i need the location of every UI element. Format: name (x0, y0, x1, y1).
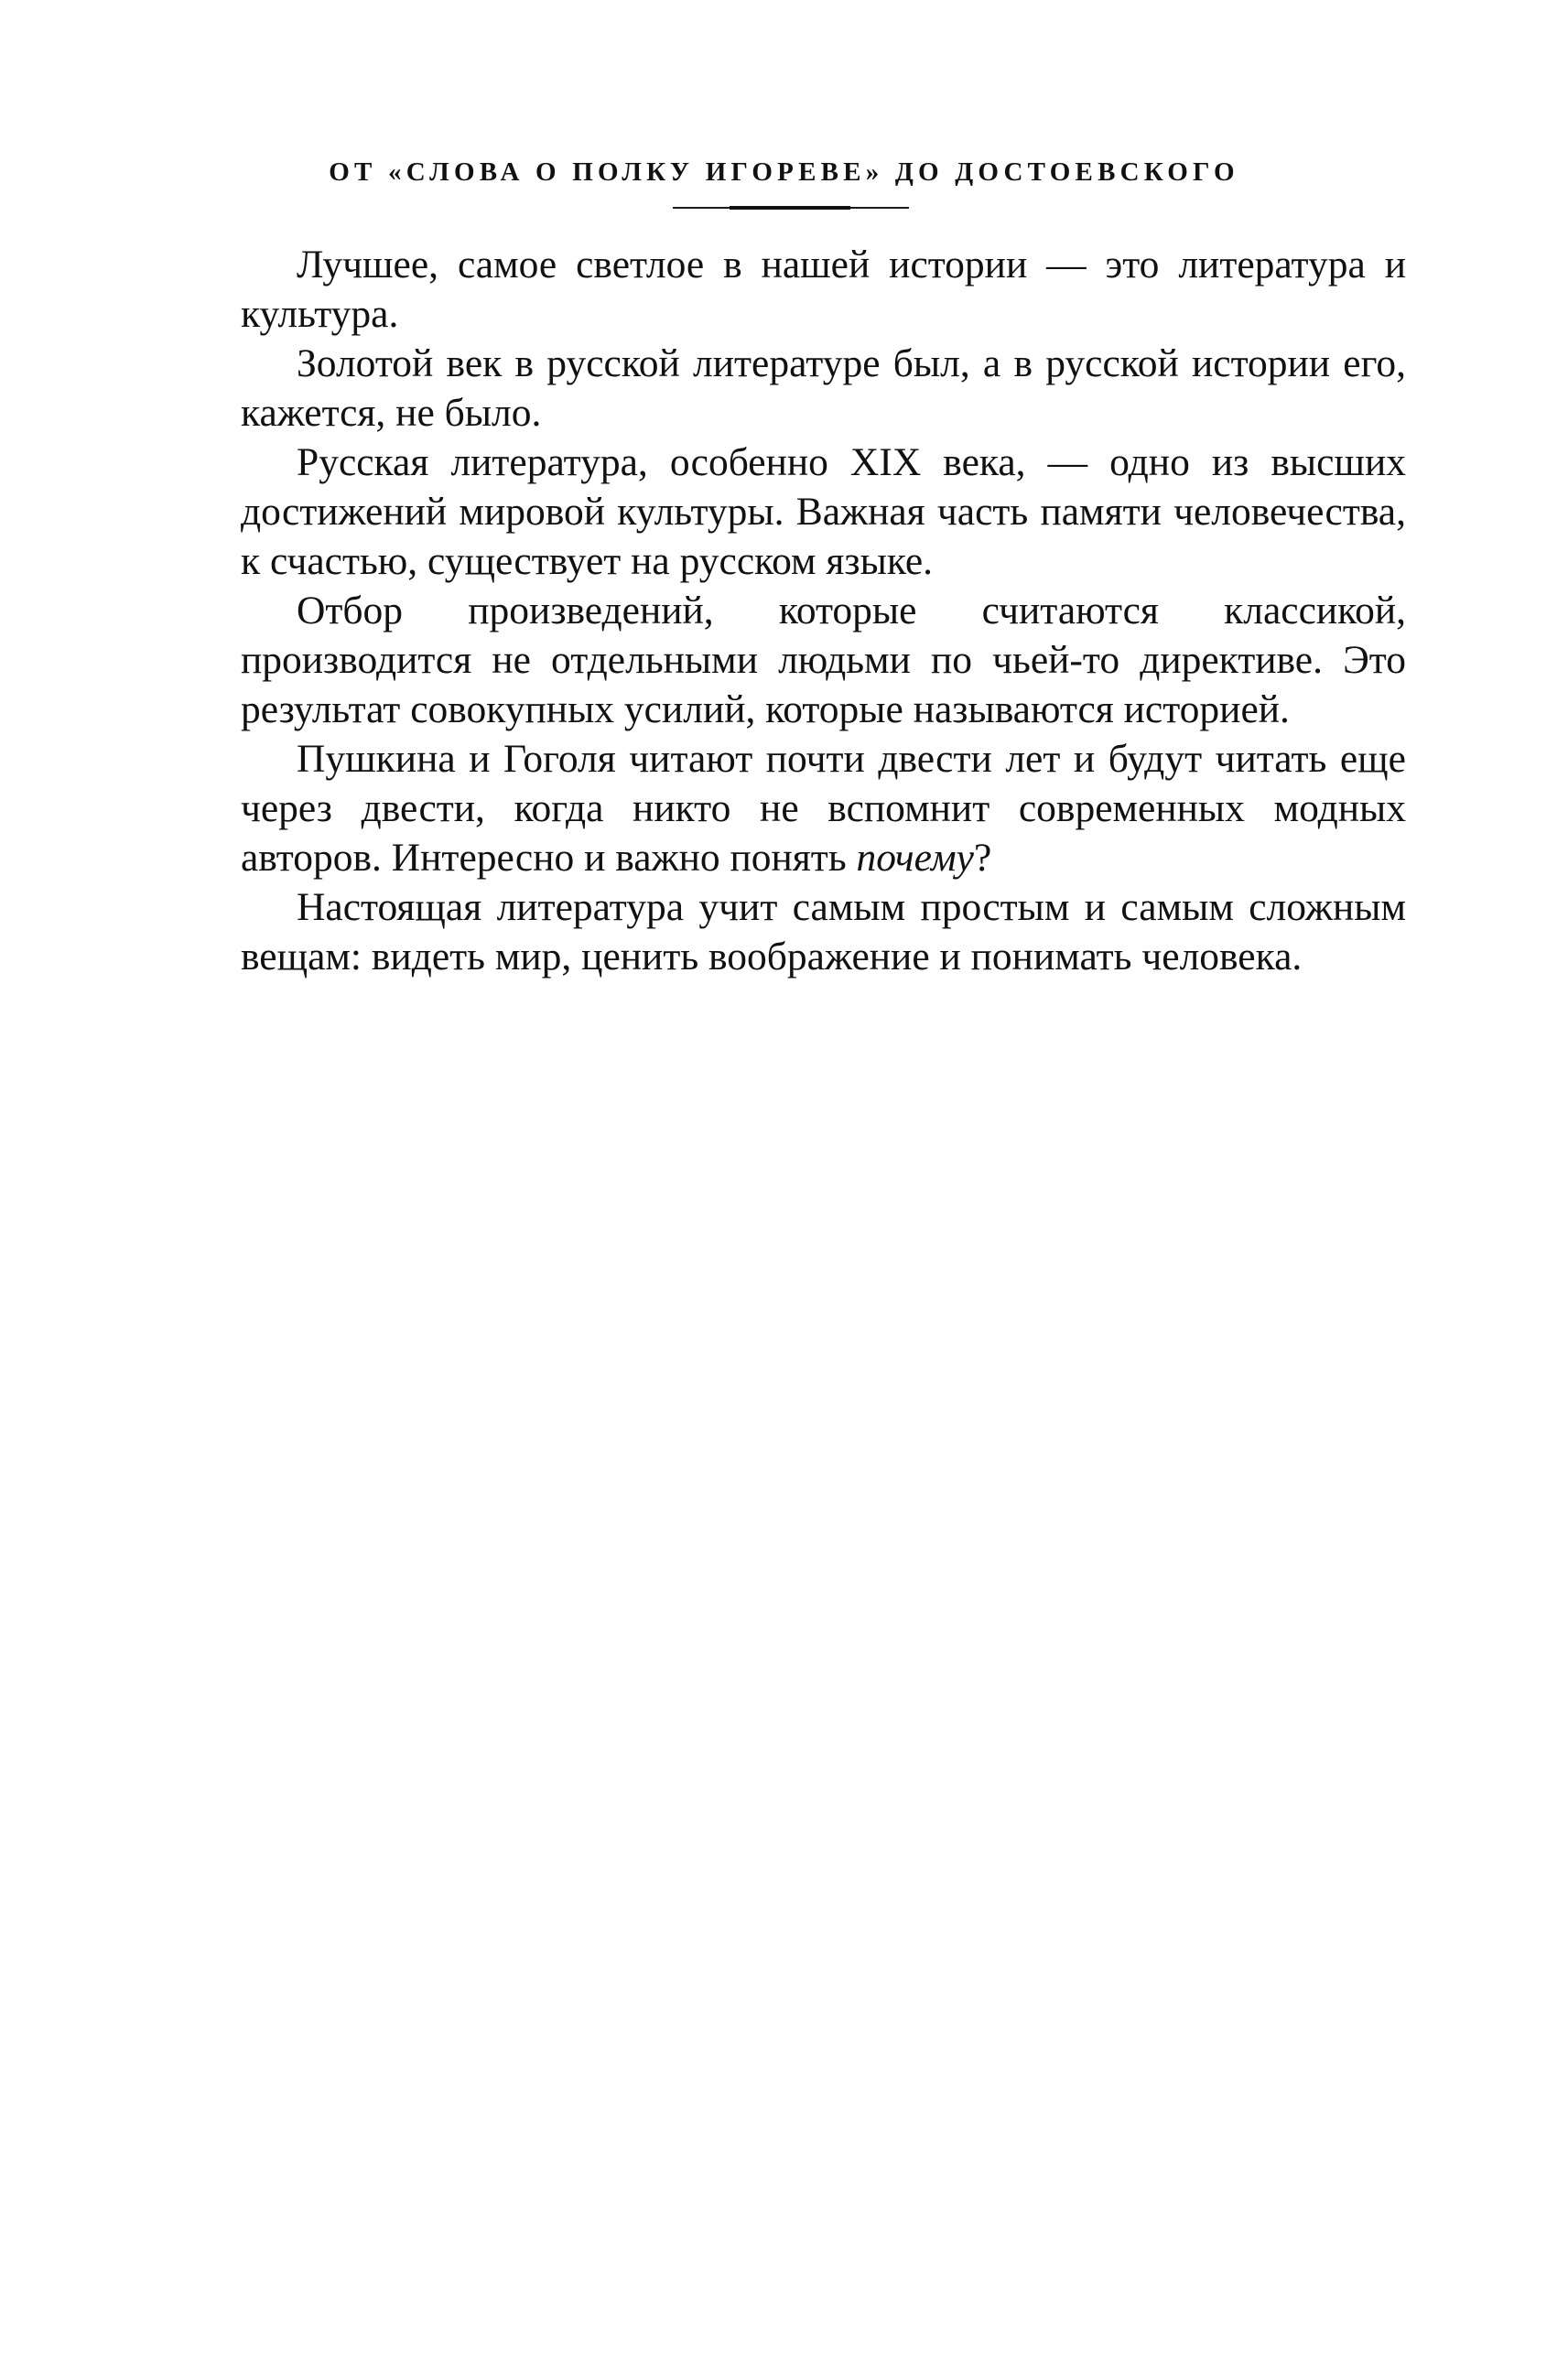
body-text (241, 240, 1406, 981)
paragraph-5-text: Пушкина и Гоголя читают почти двести лет и будут читать еще через двести, когда никто не вспомнит современных модных авторов. Интересно и важно понять (241, 737, 1406, 880)
paragraph-6: Настоящая литература учит самым простым и самым сложным вещам: видеть мир, ценить воображение и понимать человека. (241, 885, 1406, 979)
paragraph-4: Отбор произведений, которые считаются классикой, производится не отдельными людьми по чьей-то директиве. Это результат совокупных усилий, которые называются историей. (241, 589, 1406, 731)
paragraph-2: Золотой век в русской литературе был, а в русской истории его, кажется, не было. (241, 341, 1406, 435)
paragraph-1: Лучшее, самое светлое в нашей истории — это литература и культура. (241, 243, 1406, 336)
running-head: ОТ «СЛОВА О ПОЛКУ ИГОРЕВЕ» ДО ДОСТОЕВСКОГО (329, 157, 1239, 187)
paragraph-5-emphasis: почему (856, 836, 974, 880)
paragraph-3: Русская литература, особенно XIX века, — одно из высших достижений мировой культуры. Важная часть памяти человечества, к счастью, существует на русском языке. (241, 440, 1406, 583)
paragraph-5 (241, 734, 1406, 882)
paragraph-5-end: ? (973, 836, 992, 880)
header-rule (673, 207, 909, 209)
